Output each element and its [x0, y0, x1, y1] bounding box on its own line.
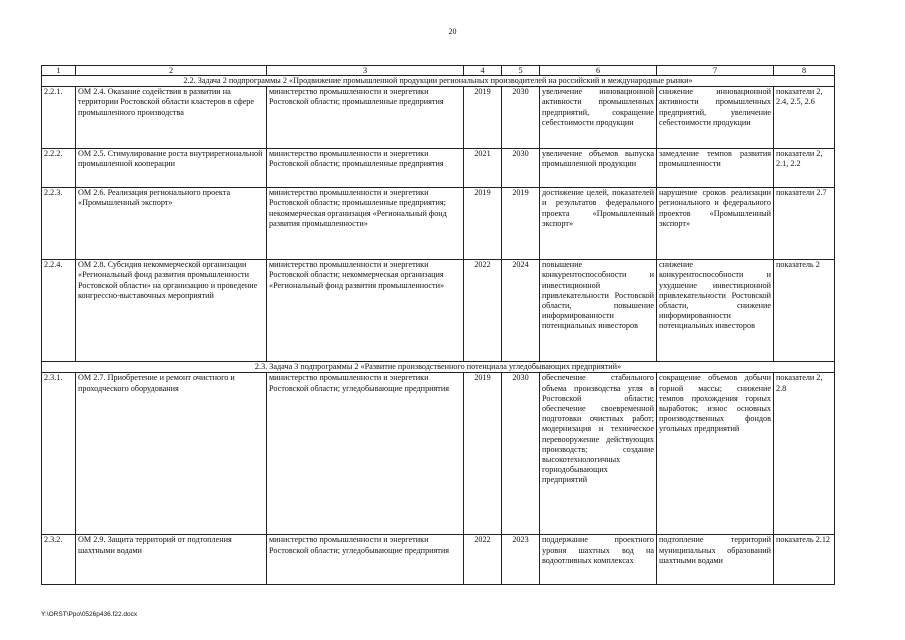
- end-year: 2030: [502, 87, 540, 149]
- expected-result: обеспечение стабильного объема производства угля в Ростовской области; обеспечение своевременной подготовки очистных работ; модернизация и техническое перевооружение действующих производств; создание высокотехнологичных горнодобывающих предприятий: [540, 373, 657, 535]
- column-number: 6: [540, 66, 657, 76]
- section-title: 2.3. Задача 3 подпрограммы 2 «Развитие производственного потенциала угледобывающих предприятий»: [42, 362, 835, 373]
- row-number: 2.3.1.: [42, 373, 76, 535]
- start-year: 2019: [464, 373, 502, 535]
- end-year: 2023: [502, 535, 540, 585]
- indicator-link: показатели 2, 2.1, 2.2: [774, 149, 835, 188]
- indicator-link: показатели 2.7: [774, 188, 835, 260]
- non-implementation-consequence: сокращение объемов добычи горной массы; снижение темпов прохождения горных выработок; износ основных производственных фондов угольных предприятий: [657, 373, 774, 535]
- table-row: [42, 87, 835, 149]
- indicator-link: показатель 2: [774, 260, 835, 362]
- table-row: [42, 149, 835, 188]
- measure-name: ОМ 2.4. Оказание содействия в развитии на территории Ростовской области кластеров в сфере промышленного производства: [76, 87, 267, 149]
- expected-result: повышение конкурентоспособности и инвестиционной привлекательности Ростовской области, повышение информированности потенциальных инвесторов: [540, 260, 657, 362]
- row-number: 2.3.2.: [42, 535, 76, 585]
- executor: министерство промышленности и энергетики Ростовской области; некоммерческая организация «Региональный фонд развития промышленности»: [267, 260, 464, 362]
- executor: министерство промышленности и энергетики Ростовской области; угледобывающие предприятия: [267, 535, 464, 585]
- indicator-link: показатель 2.12: [774, 535, 835, 585]
- indicator-link: показатели 2, 2.4, 2.5, 2.6: [774, 87, 835, 149]
- expected-result: поддержание проектного уровня шахтных вод на водоотливных комплексах: [540, 535, 657, 585]
- page-number: 20: [448, 27, 457, 36]
- section-header-row: [42, 76, 835, 87]
- table-row: [42, 535, 835, 585]
- table-row: [42, 188, 835, 260]
- row-number: 2.2.2.: [42, 149, 76, 188]
- expected-result: увеличение инновационной активности промышленных предприятий, сокращение себестоимости продукции: [540, 87, 657, 149]
- end-year: 2030: [502, 149, 540, 188]
- column-number-row: [42, 66, 835, 76]
- expected-result: достижение целей, показателей и результатов федерального проекта «Промышленный экспорт»: [540, 188, 657, 260]
- measures-table: [41, 65, 835, 585]
- non-implementation-consequence: нарушение сроков реализации регионального и федерального проектов «Промышленный экспорт»: [657, 188, 774, 260]
- indicator-link: показатели 2, 2.8: [774, 373, 835, 535]
- row-number: 2.2.1.: [42, 87, 76, 149]
- measure-name: ОМ 2.5. Стимулирование роста внутрирегиональной промышленной кооперации: [76, 149, 267, 188]
- end-year: 2019: [502, 188, 540, 260]
- section-title: 2.2. Задача 2 подпрограммы 2 «Продвижение промышленной продукции региональных производителей на российский и международные рынки»: [42, 76, 835, 87]
- start-year: 2019: [464, 87, 502, 149]
- end-year: 2030: [502, 373, 540, 535]
- column-number: 2: [76, 66, 267, 76]
- column-number: 7: [657, 66, 774, 76]
- executor: министерство промышленности и энергетики Ростовской области; промышленные предприятия: [267, 87, 464, 149]
- column-number: 8: [774, 66, 835, 76]
- column-number: 4: [464, 66, 502, 76]
- executor: министерство промышленности и энергетики Ростовской области; промышленные предприятия: [267, 149, 464, 188]
- start-year: 2019: [464, 188, 502, 260]
- start-year: 2022: [464, 535, 502, 585]
- row-number: 2.2.4.: [42, 260, 76, 362]
- measure-name: ОМ 2.9. Защита территорий от подтопления шахтными водами: [76, 535, 267, 585]
- row-number: 2.2.3.: [42, 188, 76, 260]
- column-number: 5: [502, 66, 540, 76]
- non-implementation-consequence: подтопление территорий муниципальных образований шахтными водами: [657, 535, 774, 585]
- column-number: 1: [42, 66, 76, 76]
- measure-name: ОМ 2.8. Субсидия некоммерческой организации «Региональный фонд развития промышленности Ростовской области» на организацию и проведение конгрессно-выставочных мероприятий: [76, 260, 267, 362]
- start-year: 2021: [464, 149, 502, 188]
- section-header-row: [42, 362, 835, 373]
- measure-name: ОМ 2.6. Реализация регионального проекта «Промышленный экспорт»: [76, 188, 267, 260]
- executor: министерство промышленности и энергетики Ростовской области; угледобывающие предприятия: [267, 373, 464, 535]
- table-row: [42, 260, 835, 362]
- measure-name: ОМ 2.7. Приобретение и ремонт очистного и проходческого оборудования: [76, 373, 267, 535]
- table-row: [42, 373, 835, 535]
- non-implementation-consequence: замедление темпов развития промышленности: [657, 149, 774, 188]
- expected-result: увеличение объемов выпуска промышленной продукции: [540, 149, 657, 188]
- column-number: 3: [267, 66, 464, 76]
- non-implementation-consequence: снижение конкурентоспособности и ухудшение инвестиционной привлекательности Ростовской области, снижение информированности потенциальных инвесторов: [657, 260, 774, 362]
- non-implementation-consequence: снижение инновационной активности промышленных предприятий, увеличение себестоимости продукции: [657, 87, 774, 149]
- document-file-path: Y:\ORST\Ppo\0526p436.f22.docx: [41, 611, 138, 618]
- end-year: 2024: [502, 260, 540, 362]
- executor: министерство промышленности и энергетики Ростовской области; промышленные предприятия; некоммерческая организация «Региональный фонд развития промышленности»: [267, 188, 464, 260]
- start-year: 2022: [464, 260, 502, 362]
